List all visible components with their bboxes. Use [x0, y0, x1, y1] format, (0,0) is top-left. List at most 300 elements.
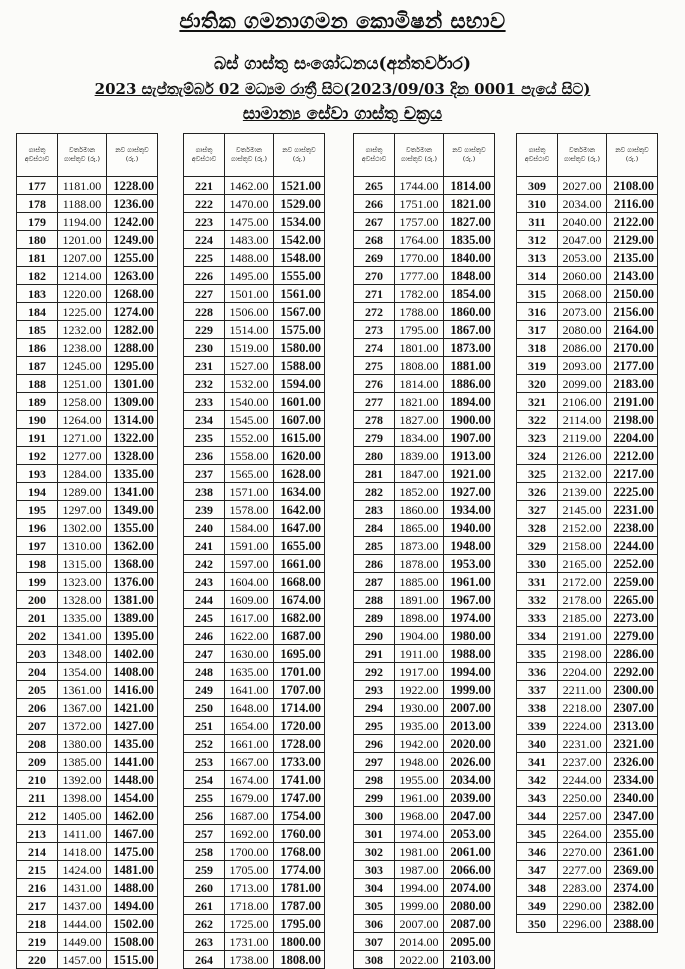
current-fare-cell: 1801.00 — [395, 339, 444, 357]
table-row — [17, 645, 158, 663]
new-fare-cell: 2388.00 — [607, 915, 658, 933]
current-fare-cell: 1540.00 — [225, 393, 274, 411]
current-fare-cell: 1994.00 — [395, 879, 444, 897]
current-fare-cell: 1225.00 — [58, 303, 107, 321]
new-fare-cell: 1448.00 — [107, 771, 158, 789]
table-row — [17, 375, 158, 393]
new-fare-cell: 1435.00 — [107, 735, 158, 753]
fare-stage-cell: 180 — [17, 231, 58, 249]
current-fare-cell: 2126.00 — [558, 447, 607, 465]
new-fare-cell: 2020.00 — [444, 735, 495, 753]
fare-stage-cell: 281 — [354, 465, 395, 483]
table-row — [354, 735, 495, 753]
new-fare-cell: 1416.00 — [107, 681, 158, 699]
current-fare-cell: 1788.00 — [395, 303, 444, 321]
current-fare-cell: 2106.00 — [558, 393, 607, 411]
table-row — [517, 231, 658, 249]
table-row — [354, 303, 495, 321]
new-fare-cell: 2164.00 — [607, 321, 658, 339]
fare-stage-cell: 336 — [517, 663, 558, 681]
new-fare-cell: 2244.00 — [607, 537, 658, 555]
new-fare-cell: 1628.00 — [274, 465, 325, 483]
col-fare-stage: ගාස්තු අවස්ථාව — [17, 134, 58, 177]
new-fare-cell: 1368.00 — [107, 555, 158, 573]
current-fare-cell: 1310.00 — [58, 537, 107, 555]
table-row — [517, 609, 658, 627]
new-fare-cell: 1808.00 — [274, 951, 325, 969]
fare-stage-cell: 191 — [17, 429, 58, 447]
current-fare-cell: 1444.00 — [58, 915, 107, 933]
current-fare-cell: 1405.00 — [58, 807, 107, 825]
table-row — [17, 627, 158, 645]
current-fare-cell: 1201.00 — [58, 231, 107, 249]
new-fare-cell: 1515.00 — [107, 951, 158, 969]
table-row — [354, 447, 495, 465]
fare-stage-cell: 303 — [354, 861, 395, 879]
current-fare-cell: 2250.00 — [558, 789, 607, 807]
new-fare-cell: 1395.00 — [107, 627, 158, 645]
table-row — [517, 501, 658, 519]
fare-stage-cell: 199 — [17, 573, 58, 591]
table-row — [517, 915, 658, 933]
new-fare-cell: 2313.00 — [607, 717, 658, 735]
current-fare-cell: 1514.00 — [225, 321, 274, 339]
fare-stage-cell: 289 — [354, 609, 395, 627]
current-fare-cell: 1597.00 — [225, 555, 274, 573]
new-fare-cell: 1860.00 — [444, 303, 495, 321]
fare-stage-cell: 277 — [354, 393, 395, 411]
new-fare-cell: 1707.00 — [274, 681, 325, 699]
fare-stage-cell: 348 — [517, 879, 558, 897]
table-row — [354, 681, 495, 699]
new-fare-cell: 1881.00 — [444, 357, 495, 375]
table-row — [354, 771, 495, 789]
col-new-fare: නව ගාස්තුව (රු.) — [607, 134, 658, 177]
current-fare-cell: 1380.00 — [58, 735, 107, 753]
fare-stage-cell: 307 — [354, 933, 395, 951]
current-fare-cell: 2244.00 — [558, 771, 607, 789]
fare-stage-cell: 212 — [17, 807, 58, 825]
table-row — [517, 339, 658, 357]
fare-stage-cell: 185 — [17, 321, 58, 339]
fare-stage-cell: 213 — [17, 825, 58, 843]
current-fare-cell: 2073.00 — [558, 303, 607, 321]
new-fare-cell: 1754.00 — [274, 807, 325, 825]
new-fare-cell: 2013.00 — [444, 717, 495, 735]
current-fare-cell: 1661.00 — [225, 735, 274, 753]
current-fare-cell: 1713.00 — [225, 879, 274, 897]
current-fare-cell: 2060.00 — [558, 267, 607, 285]
new-fare-cell: 1961.00 — [444, 573, 495, 591]
table-row — [354, 591, 495, 609]
current-fare-cell: 1679.00 — [225, 789, 274, 807]
new-fare-cell: 1701.00 — [274, 663, 325, 681]
current-fare-cell: 1968.00 — [395, 807, 444, 825]
table-row — [517, 789, 658, 807]
current-fare-cell: 2204.00 — [558, 663, 607, 681]
table-row — [354, 951, 495, 969]
table-row — [354, 249, 495, 267]
current-fare-cell: 1744.00 — [395, 177, 444, 195]
current-fare-cell: 1558.00 — [225, 447, 274, 465]
current-fare-cell: 1488.00 — [225, 249, 274, 267]
table-row — [517, 285, 658, 303]
new-fare-cell: 2382.00 — [607, 897, 658, 915]
table-row — [354, 195, 495, 213]
table-row — [17, 195, 158, 213]
current-fare-cell: 1392.00 — [58, 771, 107, 789]
table-row — [517, 519, 658, 537]
table-row — [17, 933, 158, 951]
new-fare-cell: 1848.00 — [444, 267, 495, 285]
new-fare-cell: 2300.00 — [607, 681, 658, 699]
current-fare-cell: 1987.00 — [395, 861, 444, 879]
new-fare-cell: 1814.00 — [444, 177, 495, 195]
current-fare-cell: 1424.00 — [58, 861, 107, 879]
new-fare-cell: 2340.00 — [607, 789, 658, 807]
new-fare-cell: 1728.00 — [274, 735, 325, 753]
table-row — [17, 807, 158, 825]
new-fare-cell: 1634.00 — [274, 483, 325, 501]
fare-stage-cell: 274 — [354, 339, 395, 357]
new-fare-cell: 1421.00 — [107, 699, 158, 717]
fare-stage-cell: 188 — [17, 375, 58, 393]
current-fare-cell: 2191.00 — [558, 627, 607, 645]
current-fare-cell: 2296.00 — [558, 915, 607, 933]
new-fare-cell: 1488.00 — [107, 879, 158, 897]
fare-stage-cell: 253 — [184, 753, 225, 771]
fare-stage-cell: 214 — [17, 843, 58, 861]
current-fare-cell: 2114.00 — [558, 411, 607, 429]
new-fare-cell: 1795.00 — [274, 915, 325, 933]
fare-stage-cell: 333 — [517, 609, 558, 627]
fare-stage-cell: 186 — [17, 339, 58, 357]
current-fare-cell: 1297.00 — [58, 501, 107, 519]
new-fare-cell: 1974.00 — [444, 609, 495, 627]
new-fare-cell: 1481.00 — [107, 861, 158, 879]
table-row — [17, 429, 158, 447]
document-subtitle: බස් ගාස්තු සංශෝධනය(අන්තර්වාර) — [214, 54, 471, 74]
new-fare-cell: 1741.00 — [274, 771, 325, 789]
fare-stage-cell: 290 — [354, 627, 395, 645]
new-fare-cell: 2321.00 — [607, 735, 658, 753]
fare-stage-cell: 184 — [17, 303, 58, 321]
current-fare-cell: 1930.00 — [395, 699, 444, 717]
current-fare-cell: 1955.00 — [395, 771, 444, 789]
new-fare-cell: 1427.00 — [107, 717, 158, 735]
fare-stage-cell: 291 — [354, 645, 395, 663]
new-fare-cell: 1601.00 — [274, 393, 325, 411]
fare-stage-cell: 250 — [184, 699, 225, 717]
table-row — [517, 393, 658, 411]
fare-stage-cell: 187 — [17, 357, 58, 375]
new-fare-cell: 1242.00 — [107, 213, 158, 231]
table-row — [354, 465, 495, 483]
table-row — [17, 753, 158, 771]
current-fare-cell: 1238.00 — [58, 339, 107, 357]
current-fare-cell: 1361.00 — [58, 681, 107, 699]
table-row — [17, 915, 158, 933]
table-row — [517, 663, 658, 681]
current-fare-cell: 2152.00 — [558, 519, 607, 537]
fare-stage-cell: 297 — [354, 753, 395, 771]
fare-stage-cell: 318 — [517, 339, 558, 357]
new-fare-cell: 2198.00 — [607, 411, 658, 429]
new-fare-cell: 2053.00 — [444, 825, 495, 843]
new-fare-cell: 1467.00 — [107, 825, 158, 843]
current-fare-cell: 1911.00 — [395, 645, 444, 663]
table-row — [354, 789, 495, 807]
fare-stage-cell: 182 — [17, 267, 58, 285]
new-fare-cell: 2286.00 — [607, 645, 658, 663]
table-row — [354, 753, 495, 771]
new-fare-cell: 1508.00 — [107, 933, 158, 951]
new-fare-cell: 2156.00 — [607, 303, 658, 321]
table-row — [184, 609, 325, 627]
table-row — [354, 501, 495, 519]
table-row — [184, 717, 325, 735]
new-fare-cell: 2252.00 — [607, 555, 658, 573]
table-row — [17, 213, 158, 231]
new-fare-cell: 1913.00 — [444, 447, 495, 465]
table-row — [17, 771, 158, 789]
table-row — [184, 879, 325, 897]
new-fare-cell: 1720.00 — [274, 717, 325, 735]
current-fare-cell: 2224.00 — [558, 717, 607, 735]
new-fare-cell: 1835.00 — [444, 231, 495, 249]
fare-stage-cell: 266 — [354, 195, 395, 213]
fare-stage-cell: 265 — [354, 177, 395, 195]
current-fare-cell: 2093.00 — [558, 357, 607, 375]
current-fare-cell: 1622.00 — [225, 627, 274, 645]
new-fare-cell: 2307.00 — [607, 699, 658, 717]
fare-stage-cell: 227 — [184, 285, 225, 303]
fare-stage-cell: 339 — [517, 717, 558, 735]
current-fare-cell: 1604.00 — [225, 573, 274, 591]
table-row — [17, 231, 158, 249]
current-fare-cell: 1578.00 — [225, 501, 274, 519]
current-fare-cell: 1961.00 — [395, 789, 444, 807]
new-fare-cell: 1588.00 — [274, 357, 325, 375]
fare-stage-cell: 345 — [517, 825, 558, 843]
new-fare-cell: 1580.00 — [274, 339, 325, 357]
new-fare-cell: 1967.00 — [444, 591, 495, 609]
table-row — [17, 267, 158, 285]
current-fare-cell: 1654.00 — [225, 717, 274, 735]
fare-stage-cell: 294 — [354, 699, 395, 717]
new-fare-cell: 1402.00 — [107, 645, 158, 663]
fare-stage-cell: 262 — [184, 915, 225, 933]
current-fare-cell: 2211.00 — [558, 681, 607, 699]
table-row — [517, 321, 658, 339]
current-fare-cell: 1181.00 — [58, 177, 107, 195]
current-fare-cell: 1674.00 — [225, 771, 274, 789]
new-fare-cell: 1674.00 — [274, 591, 325, 609]
current-fare-cell: 1532.00 — [225, 375, 274, 393]
table-row — [517, 627, 658, 645]
new-fare-cell: 2273.00 — [607, 609, 658, 627]
table-row — [17, 879, 158, 897]
fare-stage-cell: 208 — [17, 735, 58, 753]
new-fare-cell: 1620.00 — [274, 447, 325, 465]
current-fare-cell: 1437.00 — [58, 897, 107, 915]
table-row — [354, 285, 495, 303]
new-fare-cell: 1249.00 — [107, 231, 158, 249]
current-fare-cell: 2145.00 — [558, 501, 607, 519]
fare-stage-cell: 224 — [184, 231, 225, 249]
table-row — [354, 213, 495, 231]
new-fare-cell: 1927.00 — [444, 483, 495, 501]
table-row — [184, 411, 325, 429]
fare-table-3 — [353, 133, 495, 969]
table-row — [517, 483, 658, 501]
table-row — [184, 195, 325, 213]
fare-stage-cell: 219 — [17, 933, 58, 951]
table-row — [184, 681, 325, 699]
fare-stage-cell: 317 — [517, 321, 558, 339]
new-fare-cell: 1827.00 — [444, 213, 495, 231]
new-fare-cell: 1475.00 — [107, 843, 158, 861]
table-row — [184, 735, 325, 753]
current-fare-cell: 1188.00 — [58, 195, 107, 213]
current-fare-cell: 1834.00 — [395, 429, 444, 447]
current-fare-cell: 1999.00 — [395, 897, 444, 915]
current-fare-cell: 2086.00 — [558, 339, 607, 357]
new-fare-cell: 2204.00 — [607, 429, 658, 447]
new-fare-cell: 1268.00 — [107, 285, 158, 303]
table-row — [517, 897, 658, 915]
current-fare-cell: 2047.00 — [558, 231, 607, 249]
new-fare-cell: 2217.00 — [607, 465, 658, 483]
fare-stage-cell: 279 — [354, 429, 395, 447]
fare-stage-cell: 203 — [17, 645, 58, 663]
fare-stage-cell: 324 — [517, 447, 558, 465]
table-row — [354, 231, 495, 249]
current-fare-cell: 1974.00 — [395, 825, 444, 843]
new-fare-cell: 2074.00 — [444, 879, 495, 897]
current-fare-cell: 1398.00 — [58, 789, 107, 807]
table-row — [184, 645, 325, 663]
fare-stage-cell: 286 — [354, 555, 395, 573]
fare-stage-cell: 179 — [17, 213, 58, 231]
current-fare-cell: 1878.00 — [395, 555, 444, 573]
table-row — [517, 735, 658, 753]
table-row — [17, 681, 158, 699]
fare-stage-cell: 254 — [184, 771, 225, 789]
current-fare-cell: 1898.00 — [395, 609, 444, 627]
col-current-fare: වර්තමාන ගාස්තුව (රු.) — [225, 134, 274, 177]
current-fare-cell: 1354.00 — [58, 663, 107, 681]
fare-stage-cell: 326 — [517, 483, 558, 501]
new-fare-cell: 1953.00 — [444, 555, 495, 573]
fare-stage-cell: 342 — [517, 771, 558, 789]
fare-stage-cell: 236 — [184, 447, 225, 465]
fare-stage-cell: 260 — [184, 879, 225, 897]
table-row — [17, 591, 158, 609]
current-fare-cell: 1630.00 — [225, 645, 274, 663]
fare-stage-cell: 338 — [517, 699, 558, 717]
current-fare-cell: 2053.00 — [558, 249, 607, 267]
fare-stage-cell: 270 — [354, 267, 395, 285]
table-row — [354, 429, 495, 447]
table-row — [354, 843, 495, 861]
new-fare-cell: 1768.00 — [274, 843, 325, 861]
fare-stage-cell: 259 — [184, 861, 225, 879]
current-fare-cell: 2264.00 — [558, 825, 607, 843]
fare-stage-cell: 200 — [17, 591, 58, 609]
current-fare-cell: 1648.00 — [225, 699, 274, 717]
table-row — [354, 321, 495, 339]
current-fare-cell: 1194.00 — [58, 213, 107, 231]
table-row — [517, 807, 658, 825]
fare-stage-cell: 231 — [184, 357, 225, 375]
current-fare-cell: 1705.00 — [225, 861, 274, 879]
fare-stage-cell: 216 — [17, 879, 58, 897]
current-fare-cell: 2257.00 — [558, 807, 607, 825]
fare-stage-cell: 329 — [517, 537, 558, 555]
fare-stage-cell: 178 — [17, 195, 58, 213]
table-row — [517, 591, 658, 609]
table-row — [517, 843, 658, 861]
table-row — [517, 429, 658, 447]
current-fare-cell: 2080.00 — [558, 321, 607, 339]
fare-stage-cell: 332 — [517, 591, 558, 609]
new-fare-cell: 1934.00 — [444, 501, 495, 519]
fare-stage-cell: 276 — [354, 375, 395, 393]
fare-stage-cell: 228 — [184, 303, 225, 321]
table-title: සාමාන්‍ය සේවා ගාස්තු චක්‍රය — [242, 104, 443, 124]
table-row — [184, 213, 325, 231]
fare-stage-cell: 204 — [17, 663, 58, 681]
current-fare-cell: 1277.00 — [58, 447, 107, 465]
fare-stage-cell: 194 — [17, 483, 58, 501]
col-new-fare: නව ගාස්තුව (රු.) — [274, 134, 325, 177]
current-fare-cell: 2283.00 — [558, 879, 607, 897]
fare-stage-cell: 320 — [517, 375, 558, 393]
table-row — [517, 537, 658, 555]
current-fare-cell: 1942.00 — [395, 735, 444, 753]
fare-stage-cell: 244 — [184, 591, 225, 609]
fare-stage-cell: 269 — [354, 249, 395, 267]
fare-stage-cell: 335 — [517, 645, 558, 663]
fare-stage-cell: 247 — [184, 645, 225, 663]
table-row — [517, 681, 658, 699]
table-row — [354, 825, 495, 843]
table-header-row — [17, 134, 158, 177]
current-fare-cell: 1782.00 — [395, 285, 444, 303]
new-fare-cell: 2231.00 — [607, 501, 658, 519]
fare-stage-cell: 251 — [184, 717, 225, 735]
fare-stage-cell: 283 — [354, 501, 395, 519]
new-fare-cell: 1994.00 — [444, 663, 495, 681]
new-fare-cell: 1607.00 — [274, 411, 325, 429]
fare-stage-cell: 245 — [184, 609, 225, 627]
new-fare-cell: 1714.00 — [274, 699, 325, 717]
new-fare-cell: 1263.00 — [107, 267, 158, 285]
table-row — [517, 447, 658, 465]
fare-stage-cell: 288 — [354, 591, 395, 609]
col-new-fare: නව ගාස්තුව (රු.) — [107, 134, 158, 177]
fare-stage-cell: 268 — [354, 231, 395, 249]
new-fare-cell: 1529.00 — [274, 195, 325, 213]
table-row — [184, 339, 325, 357]
fare-stage-cell: 232 — [184, 375, 225, 393]
table-row — [184, 573, 325, 591]
fare-stage-cell: 296 — [354, 735, 395, 753]
col-fare-stage: ගාස්තු අවස්ථාව — [517, 134, 558, 177]
table-row — [354, 357, 495, 375]
new-fare-cell: 2080.00 — [444, 897, 495, 915]
